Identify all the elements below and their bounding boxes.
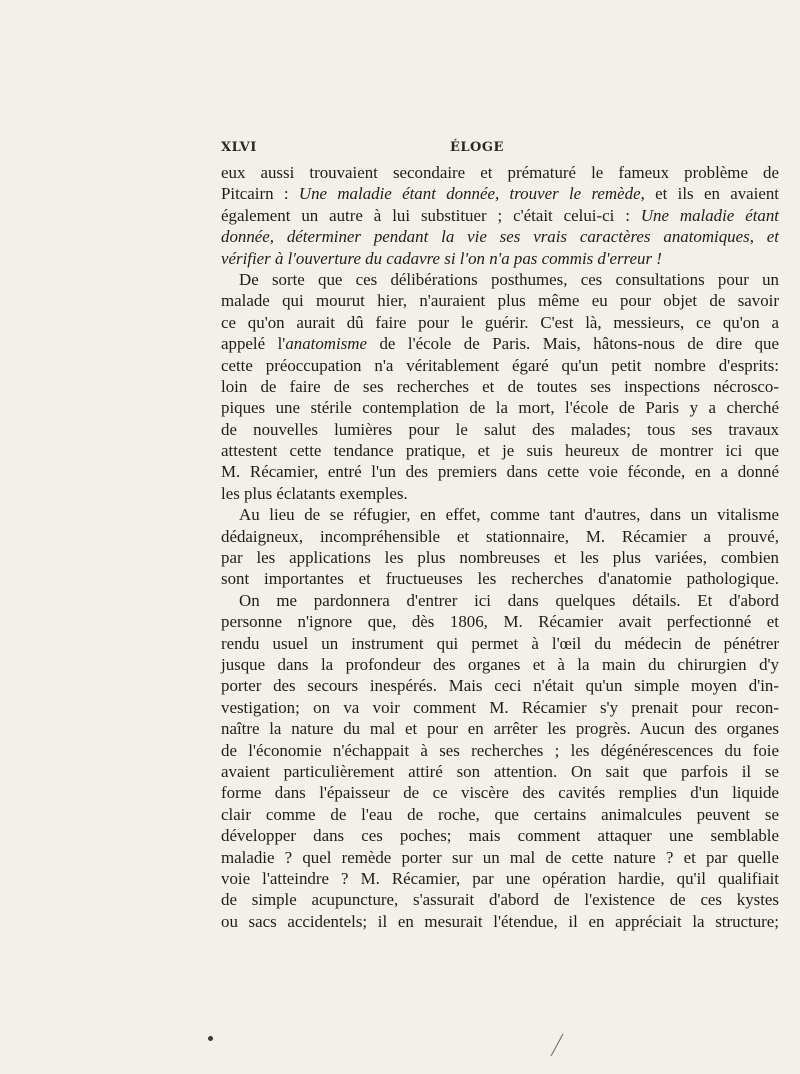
text-line: vestigation; on va voir comment M. Récamier s'y prenait pour recon-	[221, 697, 779, 717]
text-line: malade qui mourut hier, n'auraient plus même eu pour objet de savoir	[221, 291, 779, 311]
text-segment: de l'école de Paris. Mais, hâtons-nous de dire que	[366, 334, 779, 354]
text-line: de nouvelles lumières pour le salut des malades; tous ses travaux	[221, 419, 779, 439]
text-line: M. Récamier, entré l'un des premiers dans cette voie féconde, en a donné	[221, 462, 779, 482]
text-line: clair comme de l'eau de roche, que certains animalcules peuvent se	[221, 804, 779, 824]
running-title: ÉLOGE	[450, 140, 504, 155]
text-line: jusque dans la profondeur des organes et à la main du chirurgien d'y	[221, 654, 779, 674]
text-line	[221, 248, 779, 269]
text-line: de l'économie n'échappait à ses recherches ; les dégénérescences du foie	[221, 740, 779, 760]
text-line: développer dans ces poches; mais comment attaquer une semblable	[221, 826, 779, 846]
text-line: voie l'atteindre ? M. Récamier, par une opération hardie, qu'il qualifiait	[221, 868, 779, 888]
ink-dot-mark	[208, 1036, 213, 1041]
text-line: ce qu'on aurait dû faire pour le guérir. C'est là, messieurs, ce qu'on a	[221, 312, 779, 332]
text-segment: , et ils en avaient	[640, 184, 779, 204]
text-segment: ,	[749, 227, 767, 247]
body-text	[221, 162, 779, 932]
text-line: rendu usuel un instrument qui permet à l'œil du médecin de pénétrer	[221, 633, 779, 653]
text-line: Au lieu de se réfugier, en effet, comme tant d'autres, dans un vitalisme	[239, 505, 779, 525]
italic-segment: et	[766, 227, 779, 247]
text-line: maladie ? quel remède porter sur un mal de cette nature ? et par quelle	[221, 847, 779, 867]
text-line: ou sacs accidentels; il en mesurait l'étendue, il en appréciait la structure;	[221, 911, 779, 931]
slash-mark-icon	[548, 1032, 566, 1058]
text-line: On me pardonnera d'entrer ici dans quelques détails. Et d'abord	[239, 590, 779, 610]
text-line: loin de faire de ses recherches et de toutes ses inspections nécrosco-	[221, 376, 779, 396]
page-header	[221, 140, 781, 162]
page-folio: XLVI	[221, 140, 257, 155]
italic-segment: anatomisme	[285, 334, 367, 354]
text-line	[221, 205, 779, 226]
text-line: piques une stérile contemplation de la mort, l'école de Paris y a cherché	[221, 398, 779, 418]
text-line: sont importantes et fructueuses les recherches d'anatomie pathologique.	[221, 569, 779, 589]
italic-segment: donnée, déterminer pendant la vie ses vrais caractères anatomiques	[221, 227, 750, 247]
text-line: de simple acupuncture, s'assurait d'abord de l'existence de ces kystes	[221, 890, 779, 910]
italic-segment: Une maladie étant	[640, 205, 779, 225]
text-segment: également un autre à lui substituer ; c'était celui-ci :	[221, 205, 641, 225]
text-line: cette préoccupation n'a véritablement égaré qu'un petit nombre d'esprits:	[221, 355, 779, 375]
text-segment: appelé l'	[221, 334, 286, 354]
text-line: eux aussi trouvaient secondaire et prématuré le fameux problème de	[221, 163, 779, 182]
text-line: attestent cette tendance pratique, et je suis heureux de montrer ici que	[221, 441, 779, 461]
italic-segment: Une maladie étant donnée, trouver le remède	[298, 184, 641, 204]
text-line: par les applications les plus nombreuses et les plus variées, combien	[221, 548, 779, 568]
text-line	[221, 183, 779, 204]
text-line: De sorte que ces délibérations posthumes, ces consultations pour un	[239, 269, 779, 289]
italic-segment: vérifier à l'ouverture du cadavre si l'on n'a pas commis d'erreur !	[221, 248, 662, 268]
text-line	[221, 333, 779, 354]
text-line: porter des secours inespérés. Mais ceci n'était qu'un simple moyen d'in-	[221, 676, 779, 696]
text-line: personne n'ignore que, dès 1806, M. Récamier avait perfectionné et	[221, 612, 779, 632]
text-line: naître la nature du mal et pour en arrêter les progrès. Aucun des organes	[221, 719, 779, 739]
signature-mark	[548, 1032, 566, 1058]
text-line: les plus éclatants exemples.	[221, 483, 408, 503]
text-line: forme dans l'épaisseur de ce viscère des cavités remplies d'un liquide	[221, 783, 779, 803]
text-segment: Pitcairn :	[221, 184, 299, 204]
text-line	[221, 226, 779, 247]
text-line: dédaigneux, incompréhensible et stationnaire, M. Récamier a prouvé,	[221, 526, 779, 546]
text-line: avaient particulièrement attiré son attention. On sait que parfois il se	[221, 761, 779, 781]
